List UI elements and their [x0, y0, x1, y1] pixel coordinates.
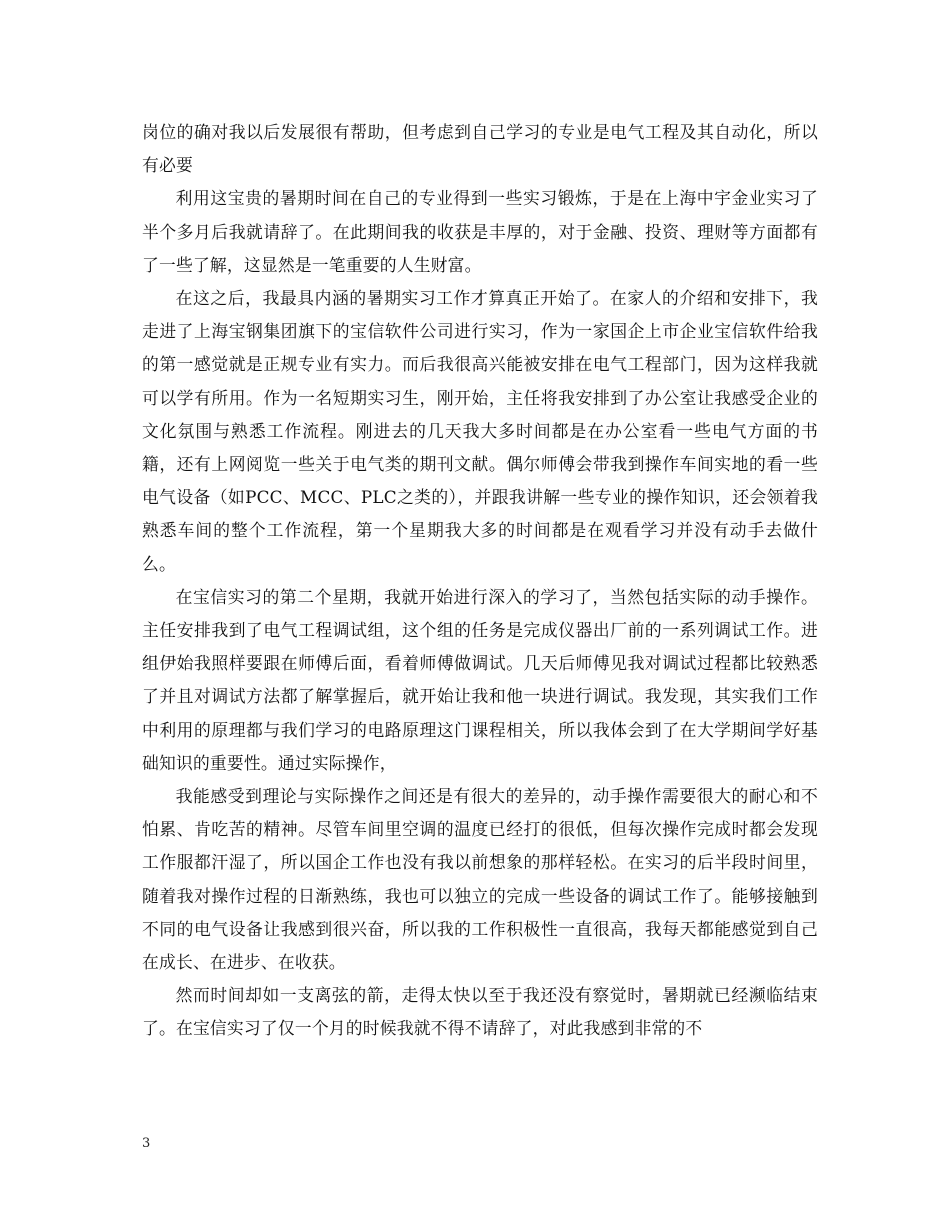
paragraph-6: 然而时间却如一支离弦的箭，走得太快以至于我还没有察觉时，暑期就已经濒临结束了。在宝信实习了仅一个月的时候我就不得不请辞了，对此我感到非常的不	[142, 985, 818, 1039]
paragraph-4: 在宝信实习的第二个星期，我就开始进行深入的学习了，当然包括实际的动手操作。主任安排我到了电气工程调试组，这个组的任务是完成仪器出厂前的一系列调试工作。进组伊始我照样要跟在师傅后面，看着师傅做调试。几天后师傅见我对调试过程都比较熟悉了并且对调试方法都了解掌握后，就开始让我和他一块进行调试。我发现，其实我们工作中利用的原理都与我们学习的电路原理这门课程相关，所以我体会到了在大学期间学好基础知识的重要性。通过实际操作，	[142, 586, 818, 773]
document-body	[142, 116, 818, 1046]
paragraph-5: 我能感受到理论与实际操作之间还是有很大的差异的，动手操作需要很大的耐心和不怕累、肯吃苦的精神。尽管车间里空调的温度已经打的很低，但每次操作完成时都会发现工作服都汗湿了，所以国企工作也没有我以前想象的那样轻松。在实习的后半段时间里，随着我对操作过程的日渐熟练，我也可以独立的完成一些设备的调试工作了。能够接触到不同的电气设备让我感到很兴奋，所以我的工作积极性一直很高，我每天都能感觉到自己在成长、在进步、在收获。	[142, 786, 818, 973]
paragraph-3: 在这之后，我最具内涵的暑期实习工作才算真正开始了。在家人的介绍和安排下，我走进了上海宝钢集团旗下的宝信软件公司进行实习，作为一家国企上市企业宝信软件给我的第一感觉就是正规专业有实力。而后我很高兴能被安排在电气工程部门，因为这样我就可以学有所用。作为一名短期实习生，刚开始，主任将我安排到了办公室让我感受企业的文化氛围与熟悉工作流程。刚进去的几天我大多时间都是在办公室看一些电气方面的书籍，还有上网阅览一些关于电气类的期刊文献。偶尔师傅会带我到操作车间实地的看一些电气设备（如PCC、MCC、PLC之类的），并跟我讲解一些专业的操作知识，还会领着我熟悉车间的整个工作流程，第一个星期我大多的时间都是在观看学习并没有动手去做什么。	[142, 288, 818, 574]
paragraph-1: 岗位的确对我以后发展很有帮助，但考虑到自己学习的专业是电气工程及其自动化，所以有必要	[142, 122, 818, 176]
page-number: 3	[142, 1136, 151, 1151]
paragraph-2: 利用这宝贵的暑期时间在自己的专业得到一些实习锻炼，于是在上海中宇金业实习了半个多月后我就请辞了。在此期间我的收获是丰厚的，对于金融、投资、理财等方面都有了一些了解，这显然是一笔重要的人生财富。	[142, 188, 818, 275]
